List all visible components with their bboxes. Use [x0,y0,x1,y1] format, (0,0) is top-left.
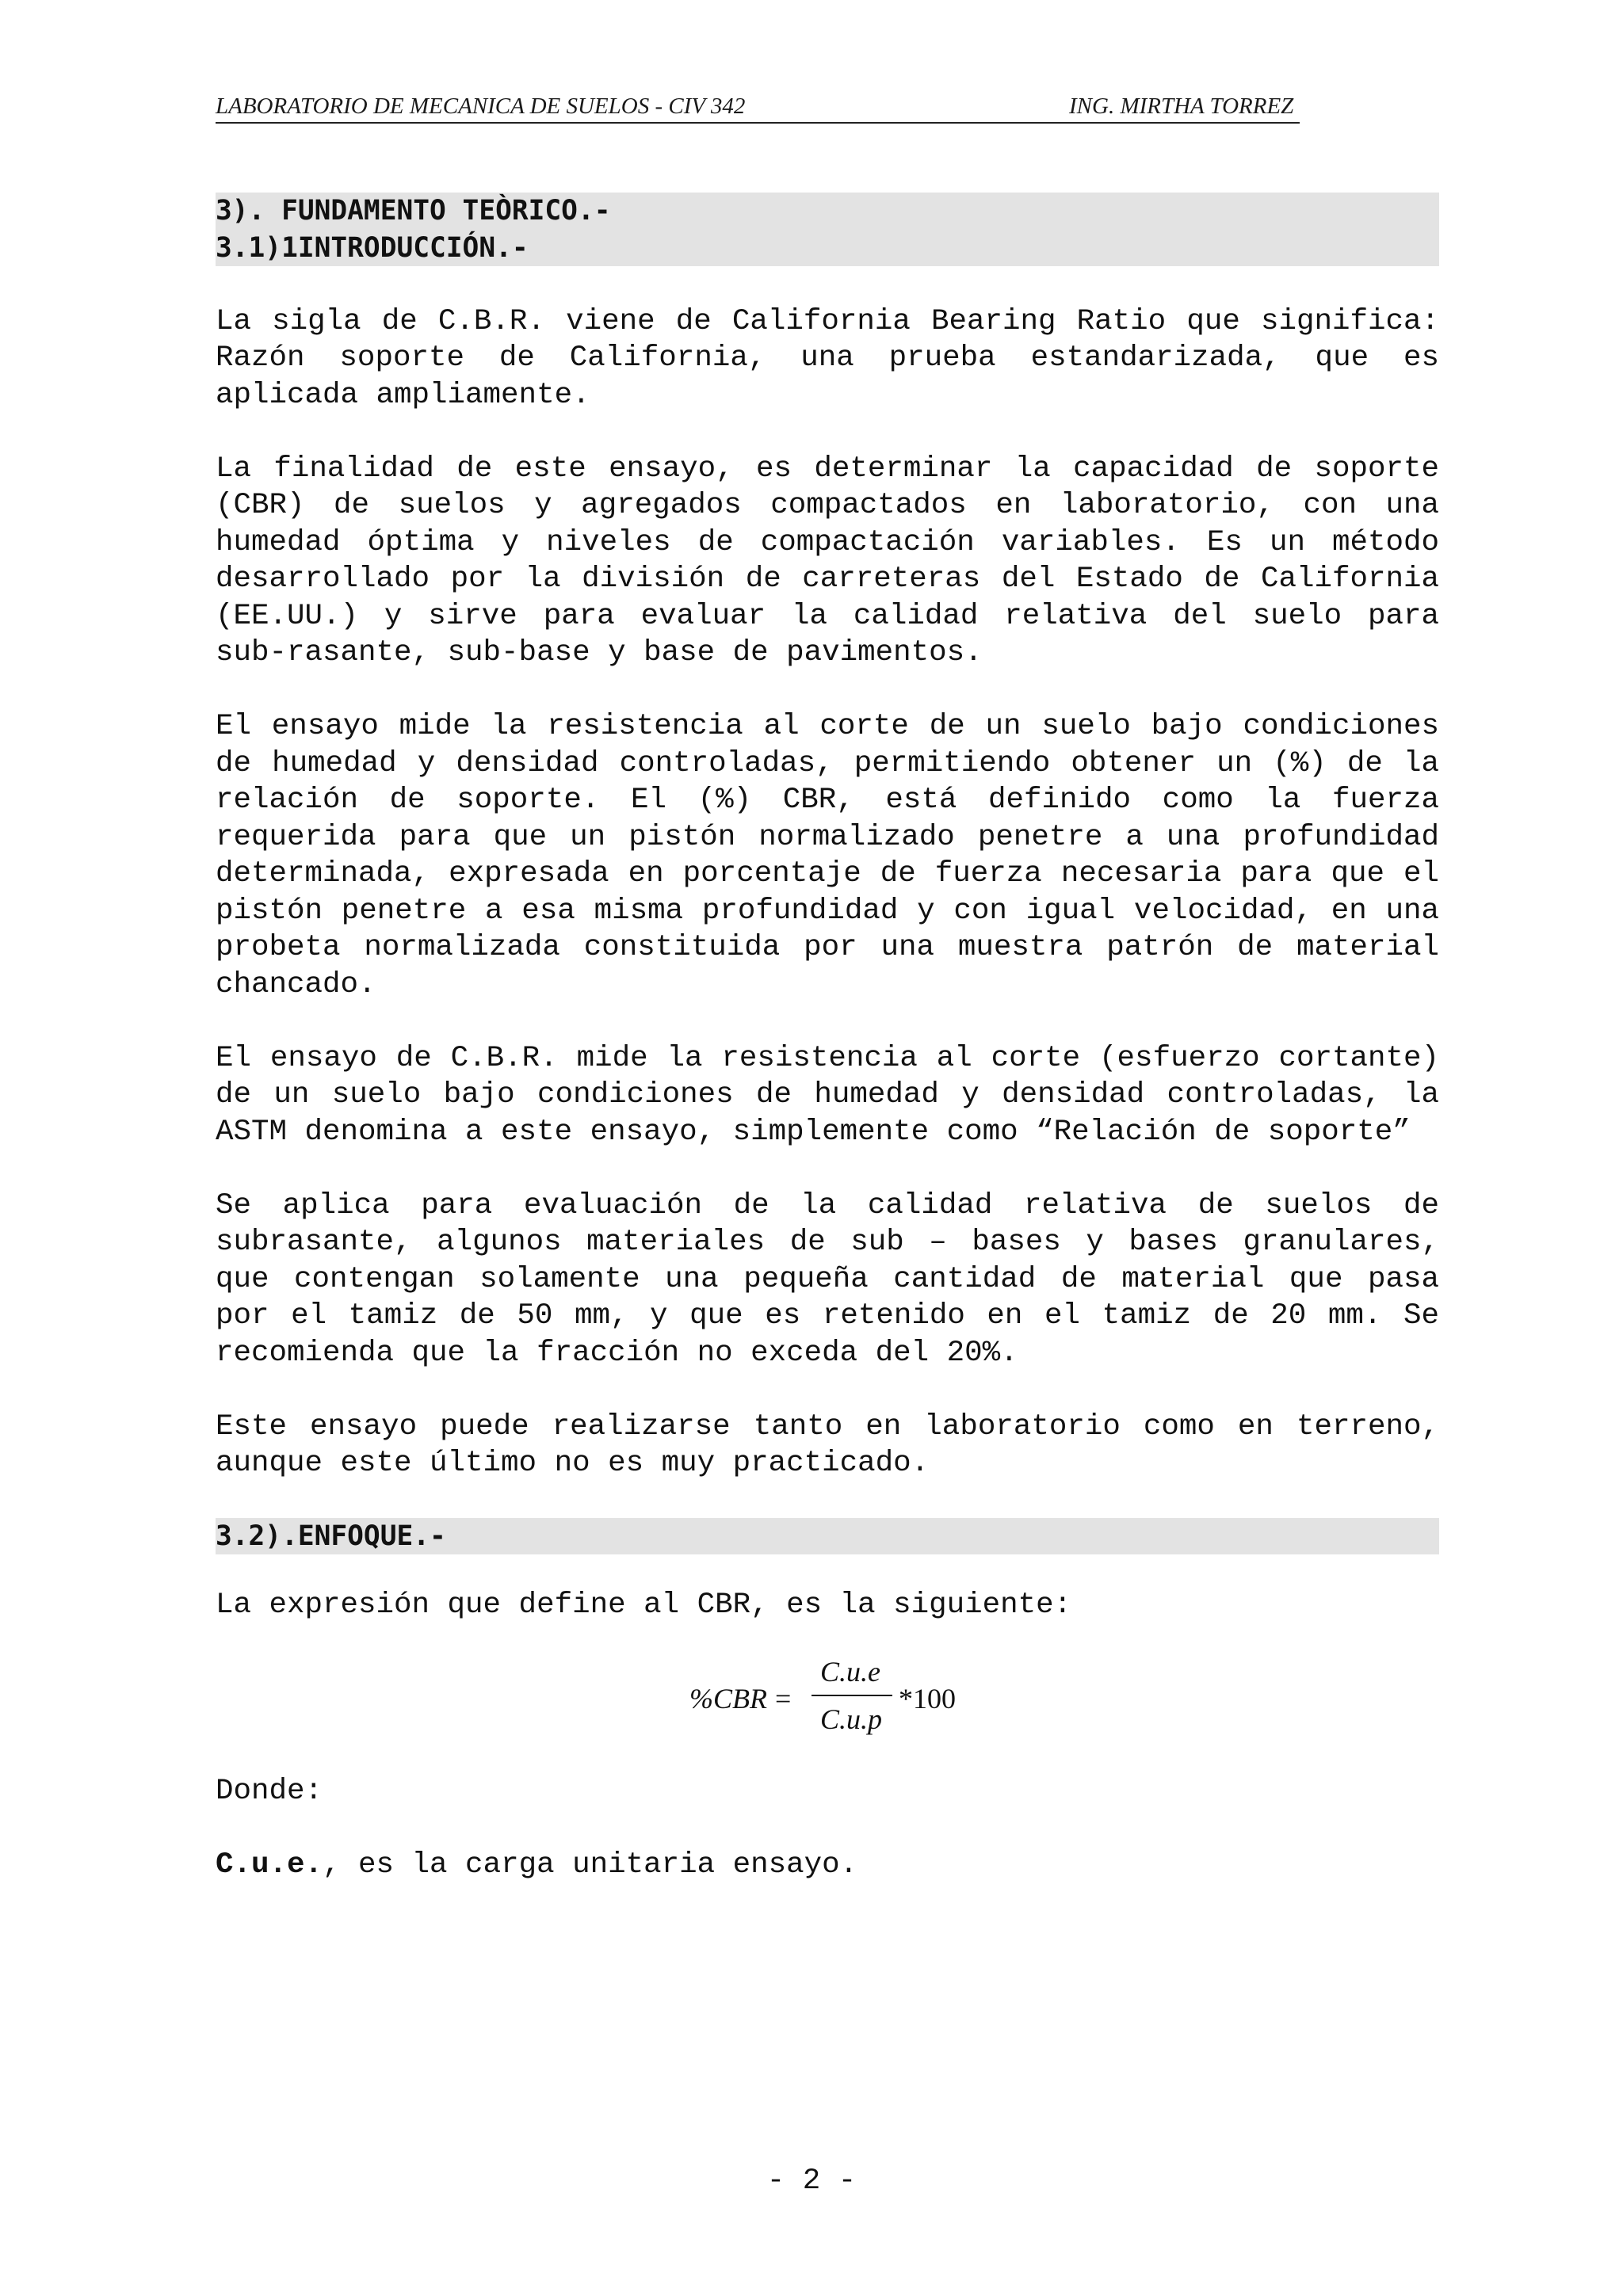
formula-numerator: C.u.e [820,1656,880,1688]
formula-denominator: C.u.p [820,1703,883,1735]
page-content [216,193,1439,1884]
formula-lhs: %CBR [689,1683,767,1714]
header-course-title: LABORATORIO DE MECANICA DE SUELOS - CIV 342 [216,93,746,119]
definition-text: , es la carga unitaria ensayo. [323,1848,858,1882]
paragraph-field: Este ensayo puede realizarse tanto en laboratorio como en terreno, aunque este último no es muy practicado. [216,1409,1439,1480]
section-subtitle: 3.1)1INTRODUCCIÓN.- [216,231,529,264]
formula-equals: = [775,1683,792,1714]
header-instructor: ING. MIRTHA TORREZ [1069,93,1294,119]
paragraph-application: Se aplica para evaluación de la calidad relativa de suelos de subrasante, algunos materiales de sub – bases y bases granulares, que contengan solamente una pequeña cantidad de material que pasa por el tamiz de 50 mm, y que es retenido en el tamiz de 20 mm. Se recomienda que la fracción no exceda del 20%. [216,1188,1439,1370]
section-title: 3). FUNDAMENTO TEÒRICO.- [216,195,611,227]
paragraph-test-measures: El ensayo mide la resistencia al corte de un suelo bajo condiciones de humedad y densidad controladas, permitiendo obtener un (%) de la relación de soporte. El (%) CBR, está definido como la fuerza requerida para que un pistón normalizado penetre a una profundidad determinada, expresada en porcentaje de fuerza necesaria para que el pistón penetre a esa misma profundidad y con igual velocidad, en una probeta normalizada constituida por una muestra patrón de material chancado. [216,710,1439,1001]
page-number: - 2 - [766,2164,857,2198]
page-header [216,93,1300,128]
header-rule [216,122,1300,124]
paragraph-cbr-definition: La sigla de C.B.R. viene de California Bearing Ratio que significa: Razón soporte de California, una prueba estandarizada, que es aplicada ampliamente. [216,304,1439,412]
paragraph-purpose: La finalidad de este ensayo, es determinar la capacidad de soporte (CBR) de suelos y agregados compactados en laboratorio, con una humedad óptima y niveles de compactación variables. Es un método desarrollado por la división de carreteras del Estado de California (EE.UU.) y sirve para evaluar la calidad relativa del suelo para sub-rasante, sub-base y base de pavimentos. [216,452,1439,669]
definition-cue [216,1847,1439,1884]
enfoque-heading: 3.2).ENFOQUE.- [216,1518,1439,1554]
formula-fraction-bar [812,1695,892,1696]
donde-label: Donde: [216,1775,323,1808]
cbr-formula [216,1653,1439,1741]
section-heading [216,193,1439,266]
paragraph-astm: El ensayo de C.B.R. mide la resistencia al corte (esfuerzo cortante) de un suelo bajo condiciones de humedad y densidad controladas, la ASTM denomina a este ensayo, simplemente como “Relación de soporte” [216,1041,1439,1149]
formula-multiplier: *100 [899,1683,956,1714]
formula-intro: La expresión que define al CBR, es la siguiente: [216,1588,1072,1622]
definition-term: C.u.e. [216,1848,323,1882]
